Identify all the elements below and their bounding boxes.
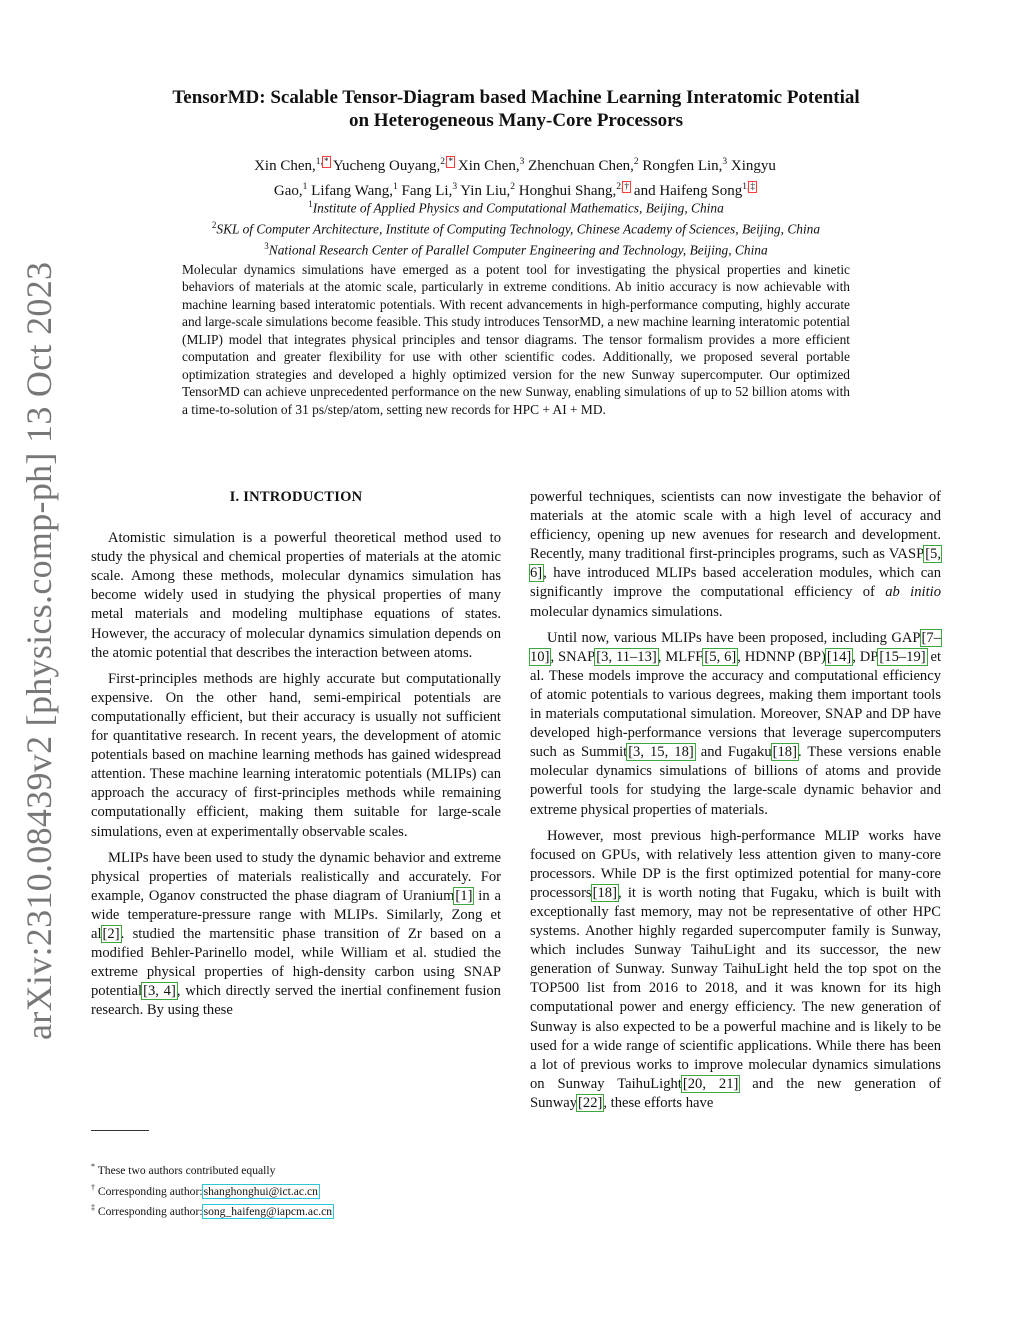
affiliation-marker: 2 [510,182,516,192]
author-name: Lifang Wang, [307,183,393,199]
citation-link[interactable]: [20, 21] [682,1075,739,1092]
paragraph: Until now, various MLIPs have been proposed, including GAP[7–10], SNAP[3, 11–13], MLFF[5, 6], HDNNP (BP)[14], DP[15–19] et al. These models improve the accuracy and computational efficiency of atomic potentials to various degrees, making them important tools in materials computational simulation. Moreover, SNAP and DP have developed high-performance versions that leverage supercomputers such as Summit[3, 15, 18] and Fugaku[18]. These versions enable molecular dynamics simulations of billions of atoms and provide powerful tools for studying the large-scale dynamic behavior and extreme physical properties of materials. [530,629,942,818]
affiliation-marker: 1 [392,182,398,192]
footnote-link[interactable]: ‡ [750,182,756,192]
citation-link[interactable]: [15–19] [879,648,926,665]
footnote-link[interactable]: * [448,157,454,167]
citation-link[interactable]: [14] [826,648,852,665]
citation-link[interactable]: [7–10] [530,629,941,665]
citation-link[interactable]: [22] [578,1094,603,1111]
paragraph: However, most previous high-performance MLIP works have focused on GPUs, with relatively less attention given to many-core processors. While DP is the first optimized potential for many-core processors[18], it is worth noting that Fugaku, which is built with exceptionally fast memory, may not be representative of other HPC systems. Another highly regarded supercomputer family is Sunway, which includes Sunway TaihuLight and its successor, the new generation of Sunway. Sunway TaihuLight held the top spot on the TOP500 list from 2016 to 2018, and it was known for its high computational power and energy efficiency. The new generation of Sunway is also expected to be a powerful machine and is likely to be used for a wide range of scientific applications. While there has been a lot of previous works to improve molecular dynamics simulations on Sunway TaihuLight[20, 21] and the new generation of Sunway[22], these efforts have [530,827,941,1111]
citation-link[interactable]: [2] [102,925,120,942]
footnote-corresponding-author-2: ‡ Corresponding author:song_haifeng@iapcm.ac.cn [91,1203,333,1219]
title-line-1: TensorMD: Scalable Tensor-Diagram based Machine Learning Interatomic Potential [172,87,860,108]
author-name: Honghui Shang, [515,183,617,199]
paragraph: First-principles methods are highly accurate but computationally expensive. On the other hand, semi-empirical potentials are computationally efficient, but their accuracy is usually not sufficient for quantitative research. In recent years, the development of atomic potentials based on machine learning methods has gained widespread attention. These machine learning interatomic potentials (MLIPs) can approach the accuracy of first-principles methods while remaining computationally efficient, making them suitable for large-scale simulations, even at experimentally observable scales. [91,670,501,840]
affiliation-2: $^2$SKL of Computer Architecture, Institute of Computing Technology, Chinese Academy of Sciences, Beijing, China [211,220,821,237]
affiliation-marker: 3 [452,182,458,192]
author-name: Xingyu [727,158,776,174]
citation-link[interactable]: [3, 11–13] [596,648,657,665]
citation-link[interactable]: [18] [772,744,797,761]
citation-link[interactable]: [3, 15, 18] [628,744,694,761]
affiliation-marker: 1 [302,182,308,192]
author-name: Rongfen Lin, [638,158,723,174]
author-line-1 [150,152,880,177]
paper-title [80,86,952,132]
footnote-divider [91,1130,149,1131]
author-name: Xin Chen, [254,158,316,174]
affiliation-marker: 1,* [315,157,329,167]
affiliation-list [80,196,952,259]
citation-link[interactable]: [18] [592,884,617,901]
author-name: Fang Li, [397,183,453,199]
footnote-link[interactable]: * [323,157,329,167]
author-list [150,152,880,202]
left-column [91,488,501,1027]
author-name: Zhenchuan Chen, [524,158,634,174]
citation-link[interactable]: [3, 4] [143,983,176,1000]
citation-link[interactable]: [5, 6] [530,546,941,582]
affiliation-1: $^1$Institute of Applied Physics and Computational Mathematics, Beijing, China [308,199,724,216]
footnotes [91,1159,333,1221]
affiliation-marker: 2,* [440,157,454,167]
paragraph: Atomistic simulation is a powerful theoretical method used to study the physical and chemical properties of materials at the atomic scale. Among these methods, molecular dynamics simulation has become widely used in studying the physical properties of many metal materials and modeling multiphase equations of states. However, the accuracy of molecular dynamics simulation depends on the atomic potential that describes the interaction between atoms. [91,530,501,661]
title-line-2: on Heterogeneous Many-Core Processors [348,110,684,131]
affiliation-marker: 2,† [616,182,630,192]
affiliation-marker: 3 [519,157,525,167]
author-name: Xin Chen, [454,158,520,174]
paragraph: powerful techniques, scientists can now investigate the behavior of materials at the atomic scale with a high level of accuracy and efficiency, opening up new avenues for research and development. Recently, many traditional first-principles programs, such as VASP[5, 6], have introduced MLIPs based acceleration modules, which can significantly improve the computational efficiency of ab initio molecular dynamics simulations. [530,489,941,620]
affiliation-marker: 1,‡ [742,182,756,192]
email-link[interactable]: shanghonghui@ict.ac.cn [203,1184,318,1198]
section-heading: I. INTRODUCTION [229,489,363,505]
abstract: Molecular dynamics simulations have emerged as a potent tool for investigating the physical properties and kinetic behaviors of materials at the atomic scale, particularly in extreme conditions. Ab initio accuracy is now achievable with machine learning based interatomic potentials. With recent advancements in high-performance computing, highly accurate and large-scale simulations become feasible. This study introduces TensorMD, a new machine learning interatomic potential (MLIP) model that integrates physical principles and tensor diagrams. The tensor formalism provides a more efficient computation and greater flexibility for use with other scientific codes. Additionally, we proposed several portable optimization strategies and developed a highly optimized version for the new Sunway supercomputer. Our optimized TensorMD can achieve unprecedented performance on the new Sunway, enabling simulations of up to 52 billion atoms with a time-to-solution of 31 ps/step/atom, setting new records for HPC + AI + MD. [182,262,850,417]
paragraph: MLIPs have been used to study the dynamic behavior and extreme physical properties of materials realistically and accurately. For example, Oganov constructed the phase diagram of Uranium[1] in a wide temperature-pressure range with MLIPs. Similarly, Zong et al[2]. studied the martensitic phase transition of Zr based on a modified Behler-Parinello model, while William et al. studied the extreme physical properties of high-density carbon using SNAP potential[3, 4], which directly served the inertial confinement fusion research. By using these [91,849,501,1019]
affiliation-marker: 3 [722,157,728,167]
author-name: Yucheng Ouyang, [329,158,441,174]
footnote-equal-contribution: * These two authors contributed equally [91,1162,276,1177]
affiliation-3: $^3$National Research Center of Parallel Computer Engineering and Technology, Beijing, China [264,241,768,258]
affiliation-marker: 2 [633,157,639,167]
arxiv-identifier-stamp: arXiv:2310.08439v2 [physics.comp-ph] 13 Oct 2023 [19,261,59,1040]
author-name: Gao, [273,183,303,199]
email-link[interactable]: song_haifeng@iapcm.ac.cn [203,1205,333,1219]
author-name: Yin Liu, [457,183,511,199]
citation-link[interactable]: [5, 6] [704,648,737,665]
footnote-link[interactable]: † [624,182,630,192]
citation-link[interactable]: [1] [455,887,473,904]
footnote-corresponding-author-1: † Corresponding author:shanghonghui@ict.ac.cn [91,1182,318,1198]
author-name: and Haifeng Song [630,183,743,199]
right-column [530,488,941,1120]
